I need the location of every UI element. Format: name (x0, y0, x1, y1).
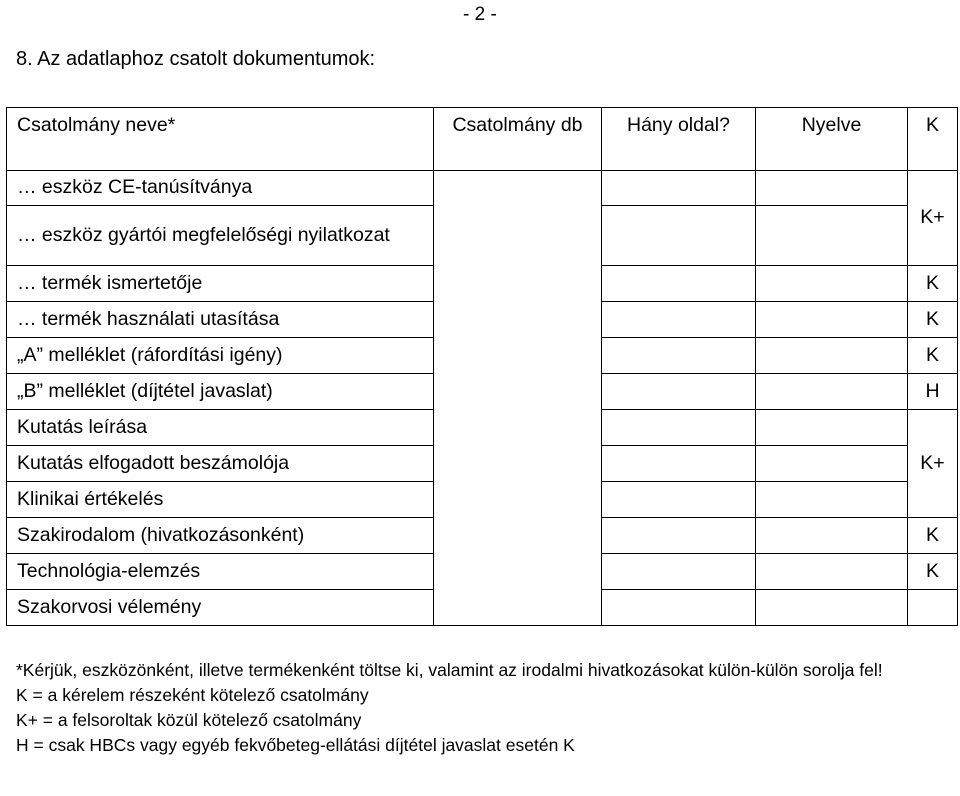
language-cell[interactable] (756, 374, 908, 410)
pages-cell[interactable] (602, 482, 756, 518)
pages-cell[interactable] (602, 446, 756, 482)
mark-cell: K (908, 518, 958, 554)
legend-h: H = csak HBCs vagy egyéb fekvőbeteg-ellátási díjtétel javaslat esetén K (16, 735, 575, 755)
row-name: „B” melléklet (díjtétel javaslat) (7, 374, 434, 410)
row-name: Technológia-elemzés (7, 554, 434, 590)
header-attachment-count: Csatolmány db (434, 108, 602, 171)
header-language: Nyelve (756, 108, 908, 171)
pages-cell[interactable] (602, 518, 756, 554)
language-cell[interactable] (756, 482, 908, 518)
language-cell[interactable] (756, 338, 908, 374)
attachments-table (6, 107, 958, 626)
row-name: Kutatás leírása (7, 410, 434, 446)
pages-cell[interactable] (602, 302, 756, 338)
pages-cell[interactable] (602, 266, 756, 302)
language-cell[interactable] (756, 266, 908, 302)
pages-cell[interactable] (602, 206, 756, 266)
row-name: … termék ismertetője (7, 266, 434, 302)
mark-cell: K+ (908, 410, 958, 518)
language-cell[interactable] (756, 554, 908, 590)
mark-cell: K (908, 338, 958, 374)
row-name: Szakirodalom (hivatkozásonként) (7, 518, 434, 554)
mark-cell: H (908, 374, 958, 410)
language-cell[interactable] (756, 206, 908, 266)
row-name: Kutatás elfogadott beszámolója (7, 446, 434, 482)
mark-cell: K+ (908, 171, 958, 266)
table-header-row (7, 108, 958, 171)
footnote: *Kérjük, eszközönként, illetve termékenként töltse ki, valamint az irodalmi hivatkozásokat külön-külön sorolja fel! (16, 660, 883, 680)
row-name: … termék használati utasítása (7, 302, 434, 338)
table-row (7, 171, 958, 206)
legend-k: K = a kérelem részeként kötelező csatolmány (16, 685, 369, 705)
language-cell[interactable] (756, 171, 908, 206)
language-cell[interactable] (756, 410, 908, 446)
legend-k-plus: K+ = a felsoroltak közül kötelező csatolmány (16, 710, 362, 730)
language-cell[interactable] (756, 446, 908, 482)
section-title: 8. Az adatlaphoz csatolt dokumentumok: (16, 48, 376, 70)
page-number: - 2 - (463, 4, 497, 25)
pages-cell[interactable] (602, 338, 756, 374)
row-name: „A” melléklet (ráfordítási igény) (7, 338, 434, 374)
header-mark: K (908, 108, 958, 171)
mark-cell (908, 590, 958, 626)
pages-cell[interactable] (602, 410, 756, 446)
header-page-count: Hány oldal? (602, 108, 756, 171)
mark-cell: K (908, 266, 958, 302)
mark-cell: K (908, 302, 958, 338)
row-name: … eszköz gyártói megfelelőségi nyilatkozat (7, 206, 434, 266)
language-cell[interactable] (756, 518, 908, 554)
pages-cell[interactable] (602, 171, 756, 206)
row-name: Klinikai értékelés (7, 482, 434, 518)
row-name: … eszköz CE-tanúsítványa (7, 171, 434, 206)
notes-section (16, 658, 946, 758)
row-name: Szakorvosi vélemény (7, 590, 434, 626)
pages-cell[interactable] (602, 374, 756, 410)
mark-cell: K (908, 554, 958, 590)
language-cell[interactable] (756, 590, 908, 626)
pages-cell[interactable] (602, 590, 756, 626)
pages-cell[interactable] (602, 554, 756, 590)
header-attachment-name: Csatolmány neve* (7, 108, 434, 171)
language-cell[interactable] (756, 302, 908, 338)
count-cell[interactable] (434, 171, 602, 626)
